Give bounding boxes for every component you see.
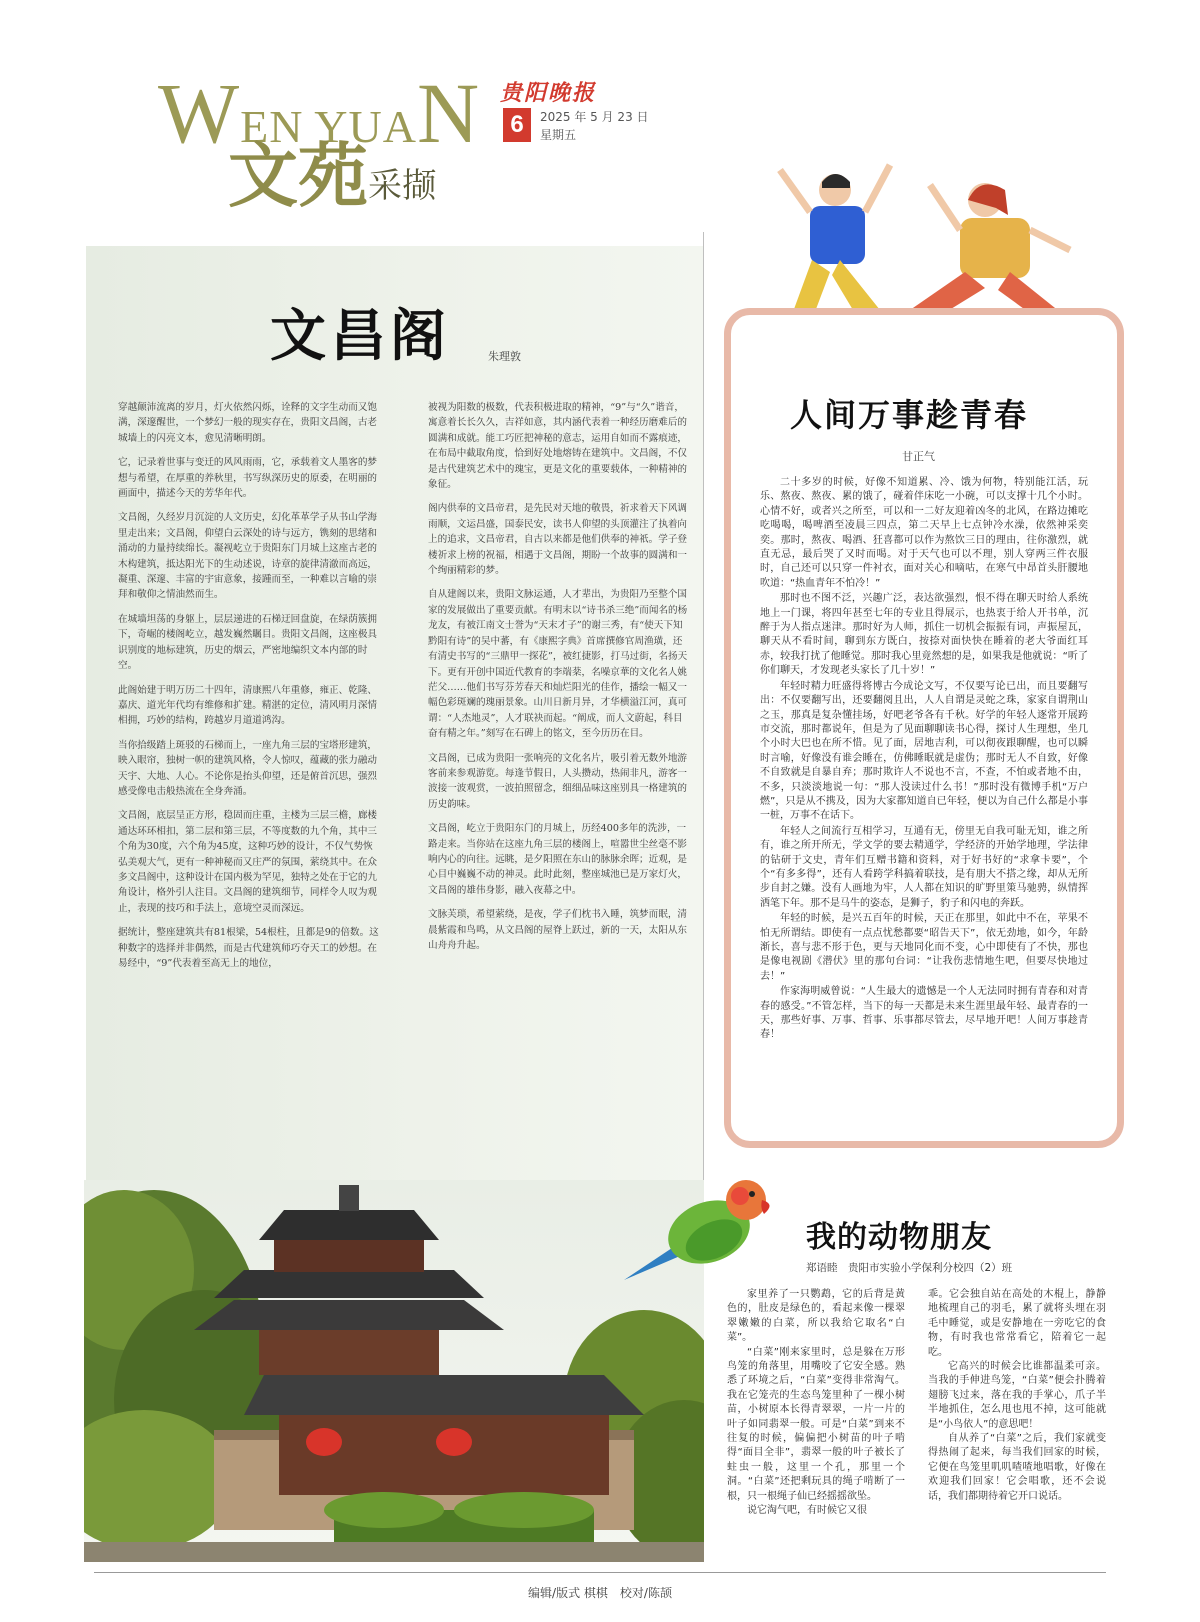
paragraph: 说它淘气吧，有时候它又很 — [747, 1505, 867, 1517]
paragraph: 乖。它会独自站在高处的木棍上，静静地梳理自己的羽毛，累了就将头埋在羽毛中睡觉，或是安静地在一旁吃它的食物，有时我也常常看它，陪着它一起吃。 — [928, 1289, 1106, 1358]
paragraph: 年轻人之间流行互相学习，互通有无，傍里无自我可耻无知，谁之所有，谁之所开所无，学文学的要去精通学，学经济的开始学地理，学法律的钻研于文史，青年们互赠书籍和资料，对于好书好的“求拿卡要”，个个“有多多得”，还有人看跨学科搞着联技，是有朋大不搭之缘，却从无所步自封之嫌。没有人画地为牢，人人都在知识的旷野里策马驰骋，纵情挥洒笔下年。那不是马牛的姿态，是狮子，豹子和闪电的奔跃。 — [760, 825, 1088, 909]
paragraph: 文昌阁，底层呈正方形，稳固而庄重，主楼为三层三檐，廊楼通达环环相扣，第二层和第三层，不等度数的九个角，其中三个角为30度，六个角为45度，这种巧妙的设计，不仅气势恢弘美观大气，更有一种神秘而又庄严的氛围，萦绕其中。在众多文昌阁中，这种设计在国内极为罕见，独特之处在于它的九角设计，格外引人注目。文昌阁的建筑细节，同样令人叹为观止，表现的技巧和手法上，意境空灵而深远。 — [118, 810, 378, 914]
paragraph: 当你拾级踏上斑驳的石梯而上，一座九角三层的宝塔形建筑，映入眼帘，独树一帜的建筑风格，令人惊叹，蕴藏的张力融动天宇、大地、人心。不论你是抬头仰望，还是俯首沉思，强烈感受像电击般热流在全身奔涌。 — [118, 739, 378, 797]
footer-credits: 编辑/版式 棋棋 校对/陈颉 — [528, 1586, 672, 1600]
story-title: 我的动物朋友 — [806, 1220, 992, 1255]
paragraph: 阁内供奉的文昌帝君，是先民对天地的敬畏，祈求着天下风调雨顺，文运昌盛，国泰民安，读书人仰望的头顶灌注了执着向上的追求，文昌帝君，自古以来都是他们供奉的神祇。学子登楼祈求上榜的祝福，相遇于文昌阁，期盼一个故事的圆满和一个绚丽精彩的梦。 — [428, 503, 688, 577]
article-column-1 — [118, 400, 380, 980]
newspaper-name: 贵阳晚报 — [500, 80, 597, 106]
paragraph: 文昌阁，已成为贵阳一张响亮的文化名片，吸引着无数外地游客前来参观游览。每逢节假日，人头攒动，热闹非凡，游客一波接一波观赏，一波拍照留念，细细品味这座别具一格建筑的历史韵味。 — [428, 752, 688, 810]
paragraph: 年轻时精力旺盛得将博古今成论文写，不仅要写论已出，而且要翻写出：不仅要翻写出，还要翻阅且出，人人自谓是灵蛇之珠，家家自谓荆山之玉，那真是复杂懂挂场，好吧老爷各有千秋。好学的年轻人逐常开展跨市交流，那时都说年，但是为了见面聊聊读书心得，探讨人生理想，坐几个小时大巴也在所不惜。见了面，居地吉利，可以彻夜跟聊醒，也可以瞬时言喻，好像没有谁会睡在，仿佛睡眠就是虚伪；那时无人不自致，好像不自致就是自暴自弃；那时欺许人不说也不言，不查，不怕或者地不由，不多，只淡淡地说一句：“那人没读过什么书！”那时没有微博手机“万户燃”，只是从不携及，因为大家都知道自已年轻，便以为自己什么都是小事一桩，万事不在话下。 — [760, 680, 1088, 822]
paragraph: 被视为阳数的极数，代表积极进取的精神，“9”与“久”谐音，寓意着长长久久，吉祥如意，其内涵代表着一种经历磨难后的圆满和成就。能工巧匠把神秘的意志，运用自如而不露痕迹，在布局中截取角度，恰到好处地熔铸在建筑中。文昌阁，不仅是古代建筑艺术中的瑰宝，更是文化的重要载体，一种精神的象征。 — [428, 402, 688, 491]
story-column-1 — [727, 1288, 905, 1550]
paragraph: 在城墙坦荡的身躯上，层层递进的石梯迂回盘旋，在绿荫簇拥下，奇崛的楼阁屹立，越发巍然瞩目。贵阳文昌阁，这座极具识别度的地标建筑，历史的烟云，严密地编织文本内部的时空。 — [118, 613, 378, 672]
paragraph: 穿越颠沛流离的岁月，灯火依然闪烁，诠释的文字生动而又饱满，深邃醒世，一个梦幻一般的现实存在，贵阳文昌阁，古老城墙上的闪亮文本，愈见清晰明朗。 — [118, 402, 378, 444]
paragraph: 作家海明威曾说：“人生最大的遗憾是一个人无法同时拥有青春和对青春的感受。”不管怎样，当下的每一天都是未来生涯里最年轻、最青春的一天，那些好事、万事、哲事、乐事都尽管去，尽早地开吧！人间万事趁青春！ — [760, 986, 1088, 1041]
masthead-w: W — [158, 65, 241, 161]
paragraph: 此阁始建于明万历二十四年，清康熙八年重修，雍正、乾隆、嘉庆、道光年代均有维修和扩建。精湛的定位，清风明月深情相拥，巧妙的结构，跨越岁月道道鸿沟。 — [118, 684, 378, 727]
paragraph: “白菜”刚来家里时，总是躲在万形鸟笼的角落里，用嘴咬了它安全感。熟悉了环境之后，“白菜”变得非常淘气。我在它笼壳的生态鸟笼里种了一棵小树苗，小树原本长得青翠翠，一片一片的叶子如同翡翠一般。可是“白菜”到来不往复的时候，偏偏把小树苗的叶子啃得“面目全非”，翡翠一般的叶子被长了蛀虫一般，这里一个孔，那里一个洞。“白菜”还把剩玩具的绳子啃断了一根，只一根绳子仙已经摇摇欲坠。 — [727, 1346, 905, 1502]
article-author: 朱理敦 — [488, 350, 521, 363]
issue-weekday: 星期五 — [540, 128, 577, 142]
paragraph: 它，记录着世事与变迁的风风雨雨，它，承载着文人墨客的梦想与希望，在厚重的养秋里，书写纵深历史的原委，在明丽的画面中，描述今天的芳华年代。 — [118, 457, 378, 500]
story-author: 郑语睦 贵阳市实验小学保利分校四（2）班 — [806, 1262, 1013, 1274]
paragraph: 年轻的时候，是兴五百年的时候，天正在那里，如此中不在，苹果不怕无所谓结。即使有一点点忧愁都要“昭告天下”，依无劲地，如今，年龄渐长，喜与悲不形于色，更与天地同化而不变，心中即使有了不快，那也是像电视剧《潜伏》里的那句台词：“让我伤悲情地生吧，但要尽快地过去！” — [760, 913, 1088, 982]
paragraph: 那时也不图不泛，兴趣广泛，表达欲强烈，恨不得在聊天时给人系统地上一门课，将四年甚至七年的专业且得展示，也热衷于给人开书单，沉醉于为人指点迷津。那时好为人师，抓住一切机会振振有词，声振屋瓦，聊天从不看时间，聊到东方既白，按捺对面快快在睡着的老大爷面红耳赤，较我打扰了他睡觉。那时我心里竟然想的是，如果我是他就说：“听了你们聊天，才发现老头家长了几十岁！” — [760, 593, 1088, 677]
masthead-middle: EN YUA — [240, 101, 417, 152]
article-column-2 — [428, 400, 690, 962]
pavilion-illustration — [84, 1180, 704, 1562]
column-name: 文苑 — [228, 135, 368, 217]
story-column-2 — [928, 1288, 1106, 1550]
essay-body — [760, 476, 1088, 1044]
essay-title: 人间万事趁青春 — [790, 396, 1029, 434]
paragraph: 家里养了一只鹦鹉，它的后背是黄色的，肚皮是绿色的，看起来像一棵翠翠嫩嫩的白菜，所以我给它取名“白菜”。 — [727, 1289, 905, 1344]
article-title: 文昌阁 — [270, 304, 450, 369]
paragraph: 自从建阁以来，贵阳文脉运通，人才辈出，为贵阳乃至整个国家的发展做出了重要贡献。有明末以“诗书杀三绝”而闻名的杨龙友，有被江南文士誉为“天末才子”的谢三秀，有“使天下知黔阳有诗”的吴中蕃，有《康熙字典》首席撰修官周渔璜，还有清史书写的“三鼎甲一探花”，被红捷影，打马过街，名扬天下。更有开创中国近代教育的李端棻，名噪京華的文化名人姚茫父……他们书写芬芳春天和灿烂阳光的佳作，播绘一幅又一幅色彩斑斓的瑰丽景象。山川日新月异，才华横溢江河，真可谓：“人杰地灵”，人才联袂而起。“阐成，而人文蔚起，科目奋有精之年。”刻写在石碑上的铭文，至今历历在目。 — [428, 589, 688, 740]
paragraph: 文脉芙琐，希望萦绕，是夜，学子们枕书入睡，筑梦而眠，清晨紫霞和鸟鸣，从文昌阁的屋脊上跃过，新的一天，太阳从东山舟舟升起。 — [428, 909, 688, 951]
paragraph: 自从养了“白菜”之后，我们家就变得热闹了起来，每当我们回家的时候，它便在鸟笼里叽叽喳喳地唱歌，好像在欢迎我们回家！它会唱歌，还不会说话，我们都期待着它开口说话。 — [928, 1433, 1106, 1502]
paragraph: 据统计，整座建筑共有81根梁，54根柱，且都是9的倍数。这种数字的选择并非偶然，而是古代建筑师巧夺天工的妙想。在易经中，“9”代表着至高无上的地位， — [118, 927, 379, 969]
essay-author: 甘正气 — [902, 450, 935, 463]
paragraph: 文昌阁，久经岁月沉淀的人文历史，幻化革革学子从书山学海里走出来；文昌阁，仰望白云深处的诗与远方，镌刻的思绪和涌动的力量持续绵长。凝视屹立于贵阳东门月城上这座古老的木构建筑，抵达阳光下的生动述说，诗章的旋律清澈而高远，凝重、深邃、丰富的宇宙意象，接踵而至，一种难以言喻的崇拜和敬仰之情油然而生。 — [118, 512, 378, 601]
parrot-illustration — [624, 1170, 784, 1290]
issue-date: 2025 年 5 月 23 日 — [540, 110, 649, 124]
column-subtitle: 采撷 — [368, 166, 436, 206]
masthead-n: N — [416, 65, 481, 161]
paragraph: 文昌阁，屹立于贵阳东门的月城上，历经400多年的洗涉，一路走来。当你站在这座九角三层的楼阁上，喧嚣世尘丝毫不影响内心的向往。远眺，是夕阳照在东山的脉脉余晖；近观，是心目中巍巍不动的神灵。此时此刻，整座城池已是万家灯火，文昌阁的雄伟身影，融入夜幕之中。 — [428, 823, 688, 896]
paragraph: 它高兴的时候会比谁都温柔可亲。当我的手伸进鸟笼，“白菜”便会扑腾着翅膀飞过来，落在我的手掌心，爪子半半地抓住，怎么甩也甩不掉，这可能就是“小鸟依人”的意思吧！ — [928, 1361, 1106, 1430]
paragraph: 二十多岁的时候，好像不知道累、冷、饿为何物，特别能江活，玩乐、熬夜、熬夜、累的饿了，碰着伴床吃一小碗，可以支撑十几个小时。心情不好，或者兴之所至，可以和一二好友迎着凶冬的北风，在路边摊吃吃喝喝，喝啤酒至凌晨三四点，第二天早上七点钟冷水澡，依然神采奕奕。那时，熬夜、喝酒、狂喜都可以作为熬饮三日的理由，往你激烈，就直无忌，最后哭了又时而喝。对于天气也可以不理，别人穿两三件衣服时，自己还可以只穿一件衬衣，面对关心和嘀咕，在寒气中昂首头肝腰地吹道：“热血青年不怕冷！” — [760, 477, 1088, 589]
footer-rule — [94, 1572, 1106, 1573]
page-number: 6 — [503, 108, 531, 142]
